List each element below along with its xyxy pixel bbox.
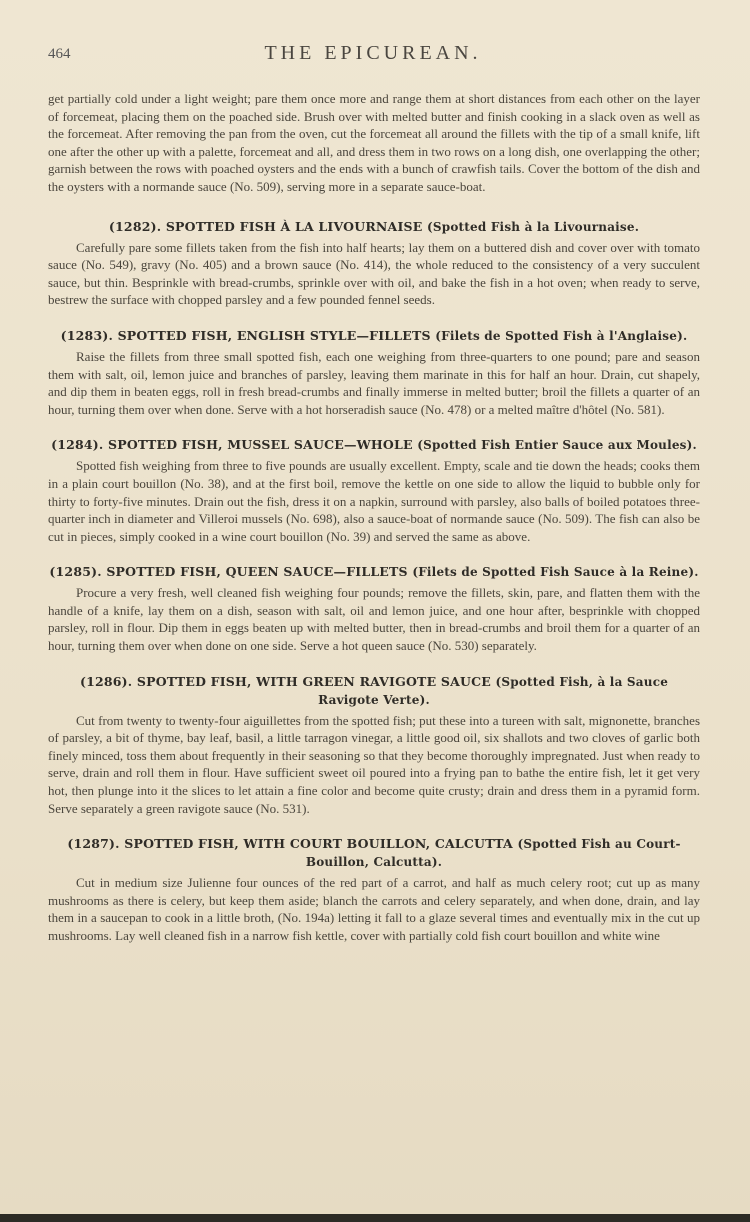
recipe-heading [48,436,700,454]
recipe-title: (1287). SPOTTED FISH, WITH COURT BOUILLON, CALCUTTA [67,836,513,852]
continued-paragraph: get partially cold under a light weight; pare them once more and range them at short distances from each other on the layer of forcemeat, placing them on the poached side. Brush over with melted butter and finish cooking in a slack oven as well as the forcemeat. After removing the pan from the oven, cut the forcemeat all around the fillets with the tip of a small knife, lift one after the other up with a palette, forcemeat and all, and dress them in two rows on a long dish, one overlapping the other; garnish between the rows with poached oysters and the ends with a bunch of crawfish tails. Cover the bottom of the dish and the oysters with a normande sauce (No. 509), serving more in a separate sauce-boat. [48,91,700,194]
recipe-body: Raise the fillets from three small spotted fish, each one weighing from three-quarters to one pound; pare and season them with salt, oil, lemon juice and branches of parsley, leaving them marinate in this for half an hour. Drain, cut shapely, and dip them in beaten eggs, roll in fresh bread-crumbs and finally immerse in melted butter; broil the fillets a quarter of an hour, turning them over when done. Serve with a hot horseradish sauce (No. 478) or a melted maître d'hôtel (No. 581). [48,348,700,417]
running-title: THE EPICUREAN. [264,42,482,64]
recipe-heading [48,563,700,581]
recipe-heading [48,327,700,345]
recipe-title: (1286). SPOTTED FISH, WITH GREEN RAVIGOTE SAUCE [79,673,491,689]
page-content [48,90,700,963]
scan-bottom-edge [0,1214,750,1222]
recipe-french-title: (Spotted Fish Entier Sauce aux Moules). [417,438,697,453]
recipe-1285 [48,563,700,654]
recipe-title: (1283). SPOTTED FISH, ENGLISH STYLE—FILLETS [60,327,431,343]
recipe-heading [48,835,700,871]
recipe-body: Spotted fish weighing from three to five pounds are usually excellent. Empty, scale and tie down the heads; cooks them in a plain court bouillon (No. 38), and at the first boil, remove the kettle on one side to allow the liquid to bubble only for thirty to forty-five minutes. Drain out the fish, dress it on a napkin, surround with parsley, also balls of boiled potatoes three-quarter inch in diameter and Villeroi mussels (No. 698), also a sauce-boat of normande sauce (No. 509). The fish can also be cut in pieces, simply cooked in a wine court bouillon (No. 39) and served the same as above. [48,458,700,544]
recipe-body: Procure a very fresh, well cleaned fish weighing four pounds; remove the fillets, skin, pare, and flatten them with the handle of a knife, lay them on a dish, season with salt, oil and lemon juice, and one hour after, besprinkle with chopped parsley, roll in flour. Dip them in eggs beaten up with melted butter, then in bread-crumbs and broil them for a quarter of an hour, turning them over when done on one side. Serve a hot queen sauce (No. 530) separately. [48,585,700,654]
recipe-body: Carefully pare some fillets taken from the fish into half hearts; lay them on a buttered dish and cover over with tomato sauce (No. 549), gravy (No. 405) and a brown sauce (No. 414), the whole reduced to the consistency of a very succulent sauce, but thin. Besprinkle with bread-crumbs, sprinkle over with oil, and bake the fish in a hot oven; when ready to serve, bestrew the surface with chopped parsley and a few pounded fennel seeds. [48,239,700,308]
recipe-heading [48,673,700,709]
recipe-french-title: (Filets de Spotted Fish Sauce à la Reine). [412,565,699,580]
recipe-title: (1282). SPOTTED FISH À LA LIVOURNAISE [108,218,423,234]
recipe-heading [48,218,700,236]
recipe-french-title: (Spotted Fish, à la Sauce Ravigote Verte). [318,674,669,707]
page-number: 464 [48,46,71,62]
recipe-1282 [48,218,700,309]
recipe-1283 [48,327,700,418]
recipe-title: (1284). SPOTTED FISH, MUSSEL SAUCE—WHOLE [51,437,413,453]
recipe-1287 [48,835,700,944]
recipe-french-title: (Spotted Fish au Court-Bouillon, Calcutta). [305,837,681,870]
recipe-french-title: (Filets de Spotted Fish à l'Anglaise). [435,328,688,343]
recipe-body: Cut from twenty to twenty-four aiguillettes from the spotted fish; put these into a tureen with salt, mignonette, branches of parsley, a bit of thyme, bay leaf, basil, a little tarragon vinegar, a little good oil, six shallots and two cloves of garlic both finely minced, toss them about frequently in their seasoning so that they become thoroughly impregnated. Just when ready to serve, drain and roll them in flour. Have sufficient sweet oil poured into a frying pan to bathe the entire fish, let it get very hot, then plunge into it the slices to let attain a fine color and become quite crusty; drain and dress them in a pyramid form. Serve separately a green ravigote sauce (No. 531). [48,712,700,816]
recipe-french-title: (Spotted Fish à la Livournaise. [427,219,640,234]
recipe-1286 [48,673,700,818]
recipe-1284 [48,436,700,545]
recipe-body: Cut in medium size Julienne four ounces of the red part of a carrot, and half as much celery root; cut up as many mushrooms as there is celery, but keep them aside; blanch the carrots and celery separately, and when done, drain, and lay them in a saucepan to cook in a little broth, (No. 194a) letting it fall to a glaze several times and eventually mix in the cut up mushrooms. Lay well cleaned fish in a narrow fish kettle, cover with partially cold fish court bouillon and white wine [48,875,700,943]
recipe-title: (1285). SPOTTED FISH, QUEEN SAUCE—FILLETS [49,564,408,580]
page-header [48,42,698,72]
